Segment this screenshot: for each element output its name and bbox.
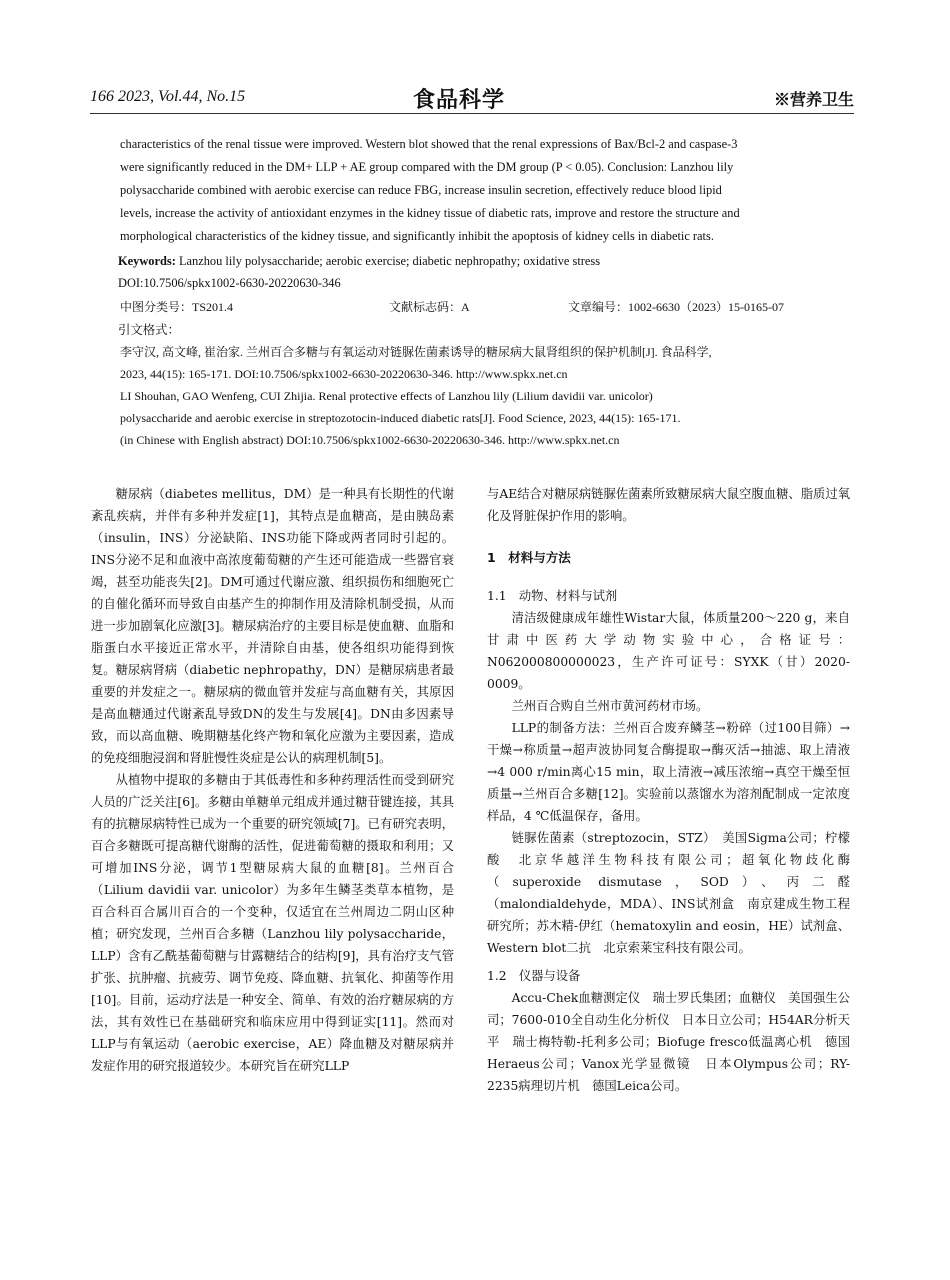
abstract-line: polysaccharide combined with aerobic exercise can reduce FBG, increase insulin secretion, effectively reduce blood lipid bbox=[120, 183, 722, 197]
abstract-line: morphological characteristics of the kidney tissue, and significantly inhibit the apoptosis of kidney cells in diabetic rats. bbox=[120, 229, 714, 243]
keywords-text: Lanzhou lily polysaccharide; aerobic exercise; diabetic nephropathy; oxidative stress bbox=[178, 254, 601, 268]
citation-line: 李守汉, 高文峰, 崔治家. 兰州百合多糖与有氧运动对链脲佐菌素诱导的糖尿病大鼠肾组织的保护机制[J]. 食品科学, bbox=[120, 345, 712, 359]
keywords-label: Keywords: bbox=[118, 254, 176, 268]
abstract-tail bbox=[120, 133, 832, 248]
clc-number: 中图分类号：TS201.4 bbox=[120, 300, 234, 314]
citation-line: LI Shouhan, GAO Wenfeng, CUI Zhijia. Renal protective effects of Lanzhou lily (Lilium davidii var. unicolor) bbox=[120, 389, 653, 403]
intro-paragraph-2: 从植物中提取的多糖由于其低毒性和多种药理活性而受到研究人员的广泛关注[6]。多糖由单糖单元组成并通过糖苷键连接，其具有的抗糖尿病特性已成为一个重要的研究领域[7]。已有研究表明，百合多糖既可提高糖代谢酶的活性，促进葡萄糖的摄取和利用；又可增加INS分泌，调节1型糖尿病大鼠的血糖[8]。兰州百合（Lilium davidii var. unicolor）为多年生鳞茎类草本植物，是百合科百合属川百合的一个变种，仅适宜在兰州周边二阴山区种植；研究发现，兰州百合多糖（Lanzhou lily polysaccharide，LLP）含有乙酰基葡萄糖与甘露糖结合的结构[9]，具有治疗支气管扩张、抗肿瘤、抗疲劳、调节免疫、降血糖、抗氧化、抑菌等作用[10]。目前，运动疗法是一种安全、简单、有效的治疗糖尿病的方法，其有效性已在基础研究和临床应用中得到证实[11]。然而对LLP与有氧运动（aerobic exercise，AE）降血糖及对糖尿病并发症作用的研究报道较少。本研究旨在研究LLP bbox=[91, 773, 454, 1073]
keywords bbox=[118, 250, 600, 272]
page-info: 166 2023, Vol.44, No.15 bbox=[90, 88, 246, 105]
abstract-line: levels, increase the activity of antioxidant enzymes in the kidney tissue of diabetic rats, improve and restore the structure and bbox=[120, 206, 740, 220]
citation-line: polysaccharide and aerobic exercise in streptozotocin-induced diabetic rats[J]. Food Science, 2023, 44(15): 165-171. bbox=[120, 411, 681, 425]
animals-paragraph: 清洁级健康成年雄性Wistar大鼠，体质量200～220 g，来自甘肃中医药大学动物实验中心，合格证号：N062000800000023，生产许可证号：SYXK（甘）2020-0009。 bbox=[487, 611, 850, 691]
journal-title: 食品科学 bbox=[413, 88, 506, 113]
abstract-line: were significantly reduced in the DM+ LLP + AE group compared with the DM group (P < 0.05). Conclusion: Lanzhou lily bbox=[120, 160, 734, 174]
subsection-heading-1-2: 1.2 仪器与设备 bbox=[487, 969, 581, 983]
llp-prep-paragraph: LLP的制备方法：兰州百合废弃鳞茎→粉碎（过100目筛）→干燥→称质量→超声波协同复合酶提取→酶灭活→抽滤、取上清液→4 000 r/min离心15 min，取上清液→减压浓缩→真空干燥至恒质量→兰州百合多糖[12]。实验前以蒸馏水为溶剂配制成一定浓度样品，4 ℃低温保存，备用。 bbox=[487, 721, 850, 823]
abstract-line: characteristics of the renal tissue were improved. Western blot showed that the renal expressions of Bax/Bcl-2 and caspase-3 bbox=[120, 137, 738, 151]
section-label: ※营养卫生 bbox=[773, 90, 854, 109]
reagents-paragraph: 链脲佐菌素（streptozocin，STZ） 美国Sigma公司；柠檬酸 北京华越洋生物科技有限公司；超氧化物歧化酶（superoxide dismutase，SOD）、丙二醛（malondialdehyde，MDA）、INS试剂盒 南京建成生物工程研究所；苏木精-伊红（hematoxylin and eosin，HE）试剂盒、Western blot二抗 北京索莱宝科技有限公司。 bbox=[487, 831, 850, 955]
doc-code: 文献标志码：A bbox=[389, 300, 470, 314]
instruments-paragraph: Accu-Chek血糖测定仪 瑞士罗氏集团；血糖仪 美国强生公司；7600-010全自动生化分析仪 日本日立公司；H54AR分析天平 瑞士梅特勒-托利多公司；Biofuge fresco低温离心机 德国Heraeus公司；Vanox光学显微镜 日本Olympus公司；RY-2235病理切片机 德国Leica公司。 bbox=[487, 991, 850, 1093]
doi: DOI:10.7506/spkx1002-6630-20220630-346 bbox=[118, 276, 341, 290]
left-column bbox=[91, 483, 454, 1077]
citation-block bbox=[120, 341, 832, 451]
intro-paragraph-continued: 与AE结合对糖尿病链脲佐菌素所致糖尿病大鼠空腹血糖、脂质过氧化及肾脏保护作用的影响。 bbox=[487, 487, 850, 523]
section-heading-1: 1 材料与方法 bbox=[487, 550, 571, 565]
citation-line: (in Chinese with English abstract) DOI:10.7506/spkx1002-6630-20220630-346. http://www.spkx.net.cn bbox=[120, 433, 620, 447]
citation-label: 引文格式： bbox=[118, 323, 180, 337]
article-number: 文章编号：1002-6630（2023）15-0165-07 bbox=[568, 300, 784, 314]
lily-source-paragraph: 兰州百合购自兰州市黄河药材市场。 bbox=[511, 699, 709, 713]
subsection-heading-1-1: 1.1 动物、材料与试剂 bbox=[487, 589, 618, 603]
right-column bbox=[487, 483, 850, 1097]
citation-line: 2023, 44(15): 165-171. DOI:10.7506/spkx1002-6630-20220630-346. http://www.spkx.net.cn bbox=[120, 367, 568, 381]
intro-paragraph-1: 糖尿病（diabetes mellitus，DM）是一种具有长期性的代谢紊乱疾病，并伴有多种并发症[1]，其特点是血糖高，是由胰岛素（insulin，INS）分泌缺陷、INS功能下降或两者同时引起的。INS分泌不足和血液中高浓度葡萄糖的产生还可能造成一些器官衰竭，甚至功能丧失[2]。DM可通过代谢应激、组织损伤和细胞死亡的自催化循环而导致自由基产生的抑制作用及清除机制受损，从而进一步加剧氧化应激[3]。糖尿病治疗的主要目标是使血糖、血脂和脂蛋白水平接近正常水平，并清除自由基，使各组织功能得到恢复。糖尿病肾病（diabetic nephropathy，DN）是糖尿病患者最重要的并发症之一。糖尿病的微血管并发症与高血糖有关，其原因是高血糖通过代谢紊乱导致DN的发生与发展[4]。DN由多因素导致，而以高血糖、晚期糖基化终产物和氧化应激为主要因素，造成的免疫细胞浸润和肾脏慢性炎症是公认的病理机制[5]。 bbox=[91, 487, 454, 765]
header-rule bbox=[90, 113, 854, 114]
